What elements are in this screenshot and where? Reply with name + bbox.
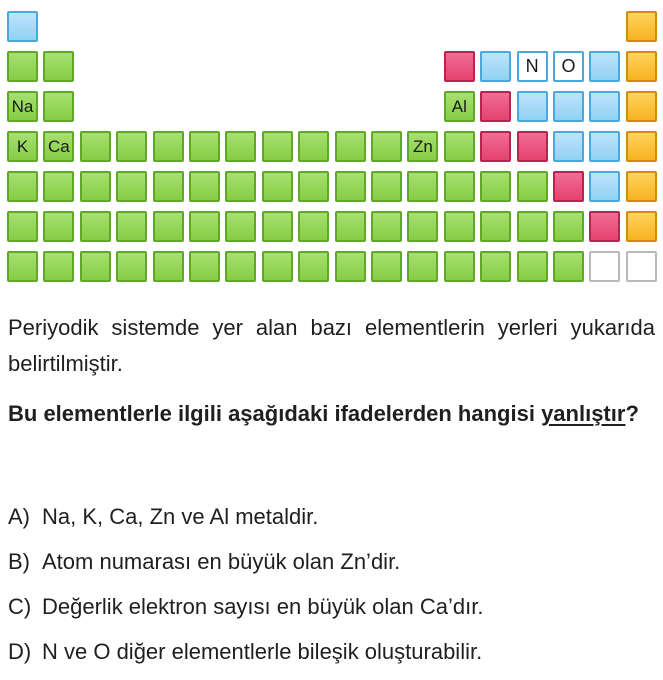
element-symbol-al: Al: [451, 96, 467, 116]
element-cell: [153, 171, 184, 202]
element-cell: [225, 171, 256, 202]
element-cell: [262, 211, 293, 242]
element-cell: [298, 171, 329, 202]
element-cell: [189, 251, 220, 282]
element-cell: [407, 131, 438, 162]
element-cell: [553, 171, 584, 202]
element-cell: [371, 211, 402, 242]
element-cell: [589, 91, 620, 122]
element-cell: [589, 171, 620, 202]
element-cell: [371, 171, 402, 202]
element-symbol-ca: Ca: [48, 136, 70, 156]
element-cell: [43, 91, 74, 122]
element-cell: [480, 131, 511, 162]
element-cell: [116, 251, 147, 282]
element-cell: [7, 131, 38, 162]
element-cell: [335, 211, 366, 242]
element-cell: [153, 131, 184, 162]
element-cell: [517, 251, 548, 282]
element-cell: [553, 91, 584, 122]
element-cell: [189, 131, 220, 162]
element-cell: [225, 251, 256, 282]
element-cell: [626, 11, 657, 42]
element-cell: [225, 131, 256, 162]
element-cell: [225, 211, 256, 242]
element-cell: [626, 131, 657, 162]
element-cell: [480, 51, 511, 82]
element-cell: [517, 51, 548, 82]
element-cell: [335, 131, 366, 162]
element-symbol-na: Na: [11, 96, 34, 116]
element-cell: [626, 51, 657, 82]
element-cell: [517, 211, 548, 242]
element-symbol-zn: Zn: [412, 136, 433, 156]
element-cell: [517, 171, 548, 202]
element-cell: [335, 171, 366, 202]
element-cell: [626, 91, 657, 122]
option-b-text: Atom numarası en büyük olan Zn’dir.: [42, 549, 401, 574]
element-cell: [80, 211, 111, 242]
element-cell: [116, 171, 147, 202]
element-cell: [480, 171, 511, 202]
option-c-text: Değerlik elektron sayısı en büyük olan Ca’dır.: [42, 594, 484, 619]
element-cell: [335, 251, 366, 282]
element-cell: [43, 51, 74, 82]
element-cell: [43, 131, 74, 162]
element-cell: [7, 211, 38, 242]
element-cell: [589, 211, 620, 242]
element-cell: [589, 251, 620, 282]
element-cell: [298, 211, 329, 242]
element-cell: [589, 131, 620, 162]
element-cell: [444, 51, 475, 82]
element-cell: [589, 51, 620, 82]
element-cell: [626, 211, 657, 242]
element-cell: [116, 211, 147, 242]
element-symbol-n: N: [525, 56, 539, 76]
intro-text: Periyodik sistemde yer alan bazı elementlerin yerleri yukarıda belirtilmiştir.: [8, 315, 655, 376]
element-cell: [7, 251, 38, 282]
option-a[interactable]: [8, 502, 318, 532]
element-symbol-o: O: [561, 56, 576, 76]
element-cell: [262, 171, 293, 202]
element-cell: [371, 251, 402, 282]
element-cell: [553, 251, 584, 282]
element-cell: [553, 51, 584, 82]
element-cell: [189, 211, 220, 242]
question-text-after: ?: [625, 401, 639, 426]
element-cell: [553, 211, 584, 242]
element-cell: [189, 171, 220, 202]
element-cell: [43, 211, 74, 242]
option-d[interactable]: [8, 637, 482, 667]
question-text-before: Bu elementlerle ilgili aşağıdaki ifadelerden hangisi: [8, 401, 542, 426]
element-cell: [7, 51, 38, 82]
element-cell: [444, 171, 475, 202]
element-cell: [153, 251, 184, 282]
element-cell: [7, 11, 38, 42]
option-a-letter: A): [8, 504, 30, 529]
element-cell: [371, 131, 402, 162]
element-cell: [517, 131, 548, 162]
option-d-letter: D): [8, 639, 32, 664]
periodic-table-grid: [0, 0, 663, 290]
element-symbol-k: K: [16, 136, 29, 156]
element-cell: [517, 91, 548, 122]
element-cell: [80, 131, 111, 162]
element-cell: [407, 251, 438, 282]
element-cell: [444, 211, 475, 242]
element-cell: [407, 211, 438, 242]
question-text: [8, 396, 655, 432]
element-cell: [80, 251, 111, 282]
element-cell: [626, 171, 657, 202]
element-cell: [262, 131, 293, 162]
element-cell: [7, 171, 38, 202]
element-cell: [116, 131, 147, 162]
option-d-text: N ve O diğer elementlerle bileşik oluşturabilir.: [42, 639, 483, 664]
element-cell: [444, 91, 475, 122]
element-cell: [444, 251, 475, 282]
option-c[interactable]: [8, 592, 483, 622]
option-b[interactable]: [8, 547, 400, 577]
element-cell: [298, 131, 329, 162]
option-b-letter: B): [8, 549, 30, 574]
element-cell: [43, 171, 74, 202]
element-cell: [480, 211, 511, 242]
element-cell: [407, 171, 438, 202]
element-cell: [153, 211, 184, 242]
element-cell: [80, 171, 111, 202]
element-cell: [43, 251, 74, 282]
element-cell: [298, 251, 329, 282]
element-cell: [7, 91, 38, 122]
option-a-text: Na, K, Ca, Zn ve Al metaldir.: [42, 504, 319, 529]
element-cell: [480, 251, 511, 282]
element-cell: [444, 131, 475, 162]
option-c-letter: C): [8, 594, 32, 619]
element-cell: [480, 91, 511, 122]
element-cell: [626, 251, 657, 282]
element-cell: [553, 131, 584, 162]
question-underlined-word: yanlıştır: [541, 401, 626, 426]
element-cell: [262, 251, 293, 282]
